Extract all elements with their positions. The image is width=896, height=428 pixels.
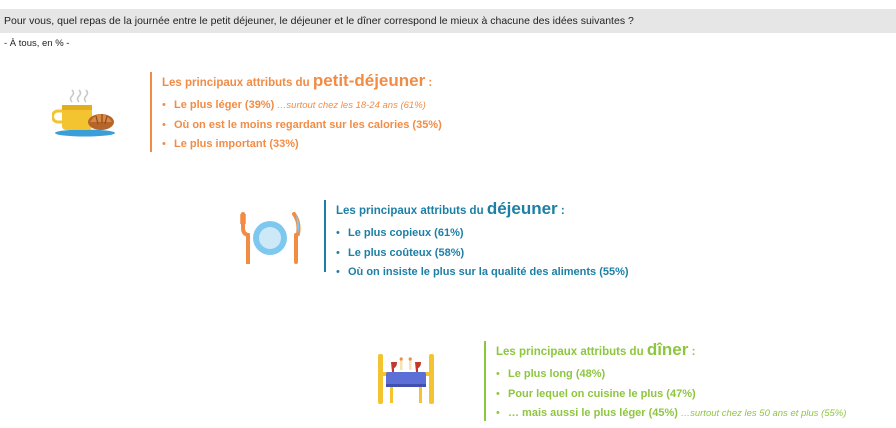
list-item: • Le plus important (33%): [162, 135, 570, 155]
list-item: • Le plus léger (39%) …surtout chez les 18-24 ans (61%): [162, 96, 570, 116]
dinner-attributes: [484, 341, 894, 421]
list-item: • Le plus long (48%): [496, 365, 894, 385]
dinner-meal-name: dîner: [646, 340, 689, 359]
list-item: • Où on est le moins regardant sur les calories (35%): [162, 116, 570, 136]
lunch-list: [336, 224, 744, 283]
lunch-title: Les principaux attributs du déjeuner :: [336, 199, 565, 218]
list-item: • Le plus coûteux (58%): [336, 244, 744, 264]
breakfast-list: [162, 96, 570, 155]
list-item: • Le plus copieux (61%): [336, 224, 744, 244]
lunch-attributes: [324, 199, 744, 278]
list-item: • Où on insiste le plus sur la qualité des aliments (55%): [336, 263, 744, 283]
dinner-list: [496, 365, 894, 424]
list-item: • Pour lequel on cuisine le plus (47%): [496, 385, 894, 405]
question-text: Pour vous, quel repas de la journée entre le petit déjeuner, le déjeuner et le dîner correspond le mieux à chacune des idées suivantes ?: [4, 15, 634, 27]
breakfast-title: Les principaux attributs du petit-déjeuner :: [162, 71, 433, 90]
dinner-divider: [484, 341, 486, 421]
breakfast-attributes: [150, 72, 570, 152]
dinner-title: Les principaux attributs du dîner :: [496, 340, 696, 359]
breakfast-meal-name: petit-déjeuner: [312, 71, 426, 90]
question-bar: [0, 9, 896, 33]
list-item: • … mais aussi le plus léger (45%) …surtout chez les 50 ans et plus (55%): [496, 404, 894, 424]
lunch-meal-name: déjeuner: [486, 199, 558, 218]
plate-cutlery-icon: [238, 212, 304, 264]
breakfast-divider: [150, 72, 152, 152]
dinner-table-icon: [374, 350, 438, 410]
coffee-croissant-icon: [52, 86, 118, 138]
base-note: - À tous, en % -: [4, 38, 70, 49]
lunch-divider: [324, 200, 326, 272]
